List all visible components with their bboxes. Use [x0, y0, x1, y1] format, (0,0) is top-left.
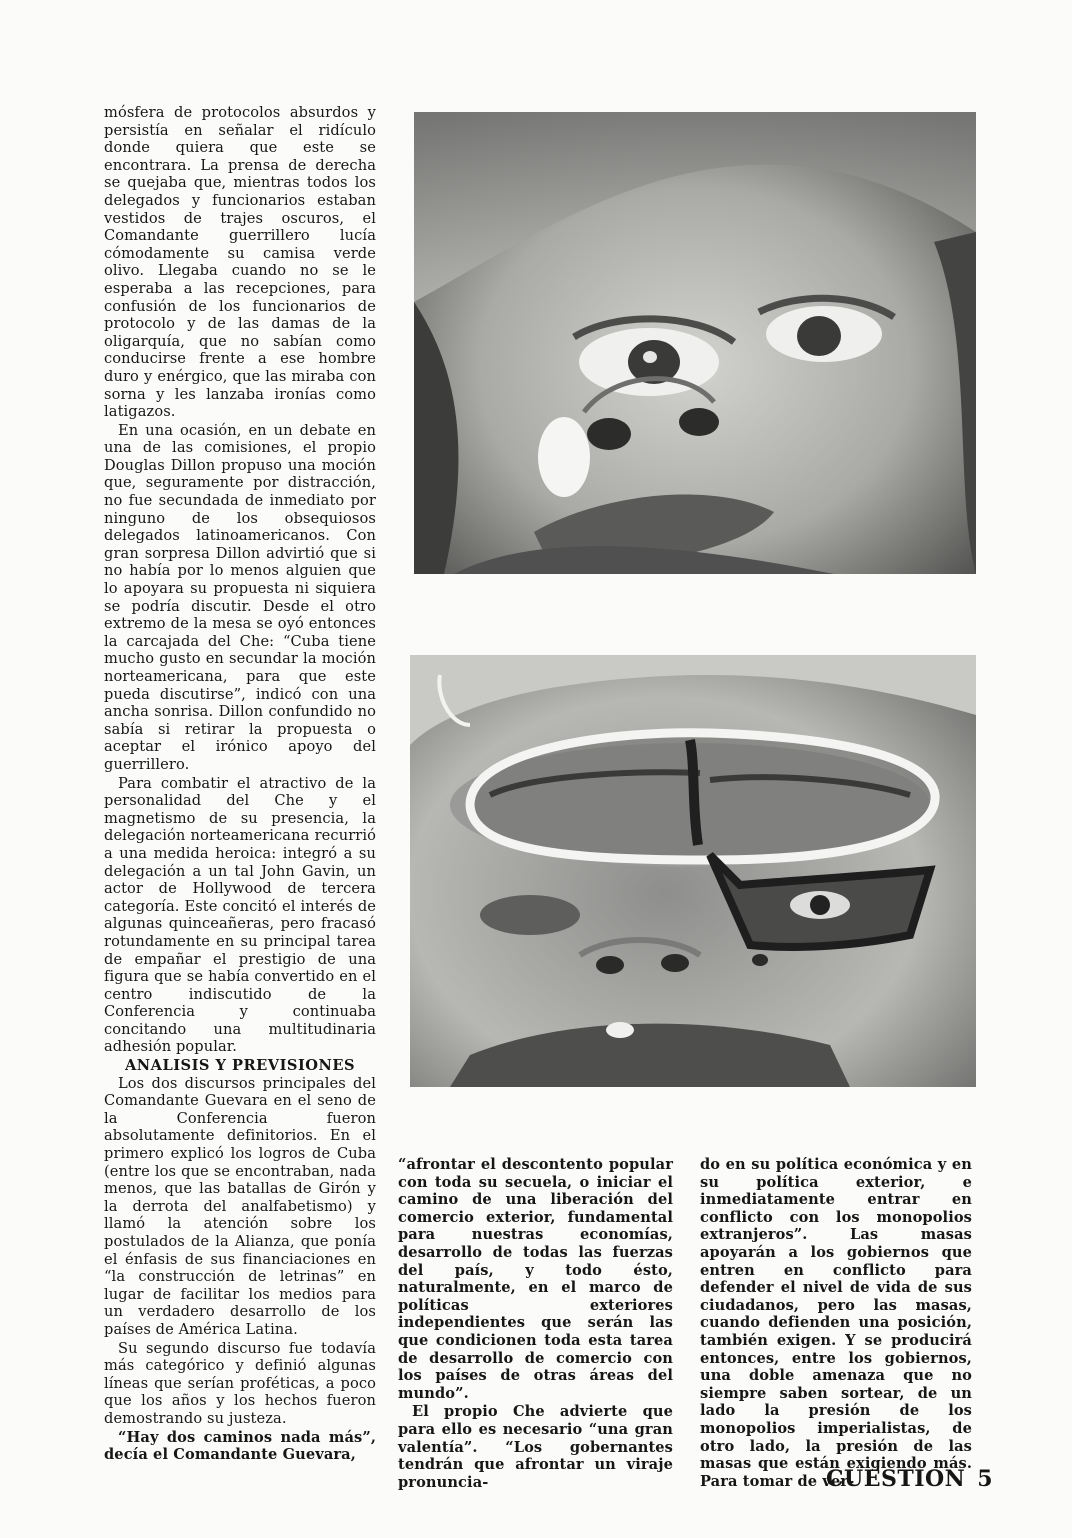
paragraph-6: “Hay dos caminos nada más”, decía el Comandante Guevara, — [104, 1428, 376, 1464]
article-column-right — [700, 1156, 972, 1491]
face-closeup-illustration — [414, 112, 976, 574]
face-with-glasses-illustration — [410, 655, 976, 1087]
page-number: 5 — [977, 1466, 994, 1492]
page-footer — [826, 1466, 994, 1492]
portrait-photo-glasses — [410, 655, 976, 1087]
section-heading: ANALISIS Y PREVISIONES — [124, 1057, 355, 1075]
quote-paragraph: “afrontar el descontento popular con toda su secuela, o iniciar el camino de una liberación del comercio exterior, fundamental para nuestras economías, desarrollo de todas las fuerzas del país, y todo ésto, naturalmente, en el marco de políticas exteriores independientes que serán las que condicionen toda esta tarea de desarrollo de comercio con los países de otras áreas del mundo”. — [398, 1156, 673, 1402]
article-column-left — [104, 104, 376, 1465]
paragraph-4: Los dos discursos principales del Comandante Guevara en el seno de la Conferencia fueron absolutamente definitorios. En el primero explicó los logros de Cuba (entre los que se encontraban, nada menos, que las batallas de Girón y la derrota del analfabetismo) y llamó la atención sobre los postulados de la Alianza, que ponía el énfasis de sus financiaciones en “la construcción de letrinas” en lugar de facilitar los medios para un verdadero desarrollo de los países de América Latina. — [104, 1074, 376, 1338]
paragraph-2: En una ocasión, en un debate en una de las comisiones, el propio Douglas Dillon propuso una moción que, seguramente por distracción, no fue secundada de inmediato por ninguno de los obsequiosos delegados latinoamericanos. Con gran sorpresa Dillon advirtió que si no había por lo menos alguien que lo apoyara su propuesta ni siquiera se podría discutir. Desde el otro extremo de la mesa se oyó entonces la carcajada del Che: “Cuba tiene mucho gusto en secundar la moción norteamericana, para que este pueda discutirse”, indicó con una ancha sonrisa. Dillon confundido no sabía si retirar la propuesta o aceptar el irónico apoyo del guerrillero. — [104, 421, 376, 773]
portrait-photo-face — [414, 112, 976, 574]
article-column-middle — [398, 1156, 673, 1492]
paragraph-valentia: El propio Che advierte que para ello es necesario “una gran valentía”. “Los gobernantes tendrán que afrontar un viraje pronuncia- — [398, 1403, 673, 1491]
paragraph-3: Para combatir el atractivo de la personalidad del Che y el magnetismo de su presencia, la delegación norteamericana recurrió a una medida heroica: integró a su delegación a un tal John Gavin, un actor de Hollywood de tercera categoría. Este concitó el interés de algunas quinceañeras, pero fracasó rotundamente en su principal tarea de empañar el prestigio de una figura que se había convertido en el centro indiscutido de la Conferencia y continuaba concitando una multitudinaria adhesión popular. — [104, 774, 376, 1056]
paragraph-continuation: do en su política económica y en su política exterior, e inmediatamente entrar en conflicto con los monopolios extranjeros”. Las masas apoyarán a los gobiernos que entren en conflicto para defender el nivel de vida de sus ciudadanos, pero las masas, cuando defienden una posición, también exigen. Y se producirá entonces, entre los gobiernos, una doble amenaza que no siempre saben sortear, de un lado la presión de los monopolios imperialistas, de otro lado, la presión de las masas que están exigiendo más. Para tomar de ver- — [700, 1156, 972, 1490]
paragraph-5: Su segundo discurso fue todavía más categórico y definió algunas líneas que serían proféticas, a poco que los años y los hechos fueron demostrando su justeza. — [104, 1339, 376, 1427]
magazine-name: CUESTION — [826, 1466, 966, 1492]
paragraph-1: mósfera de protocolos absurdos y persistía en señalar el ridículo donde quiera que este se encontrara. La prensa de derecha se quejaba que, mientras todos los delegados y funcionarios estaban vestidos de trajes oscuros, el Comandante guerrillero lucía cómodamente su camisa verde olivo. Llegaba cuando no se le esperaba a las recepciones, para confusión de los funcionarios de protocolo y de las damas de la oligarquía, que no sabían como conducirse frente a ese hombre duro y enérgico, que las miraba con sorna y les lanzaba ironías como latigazos. — [104, 104, 376, 421]
